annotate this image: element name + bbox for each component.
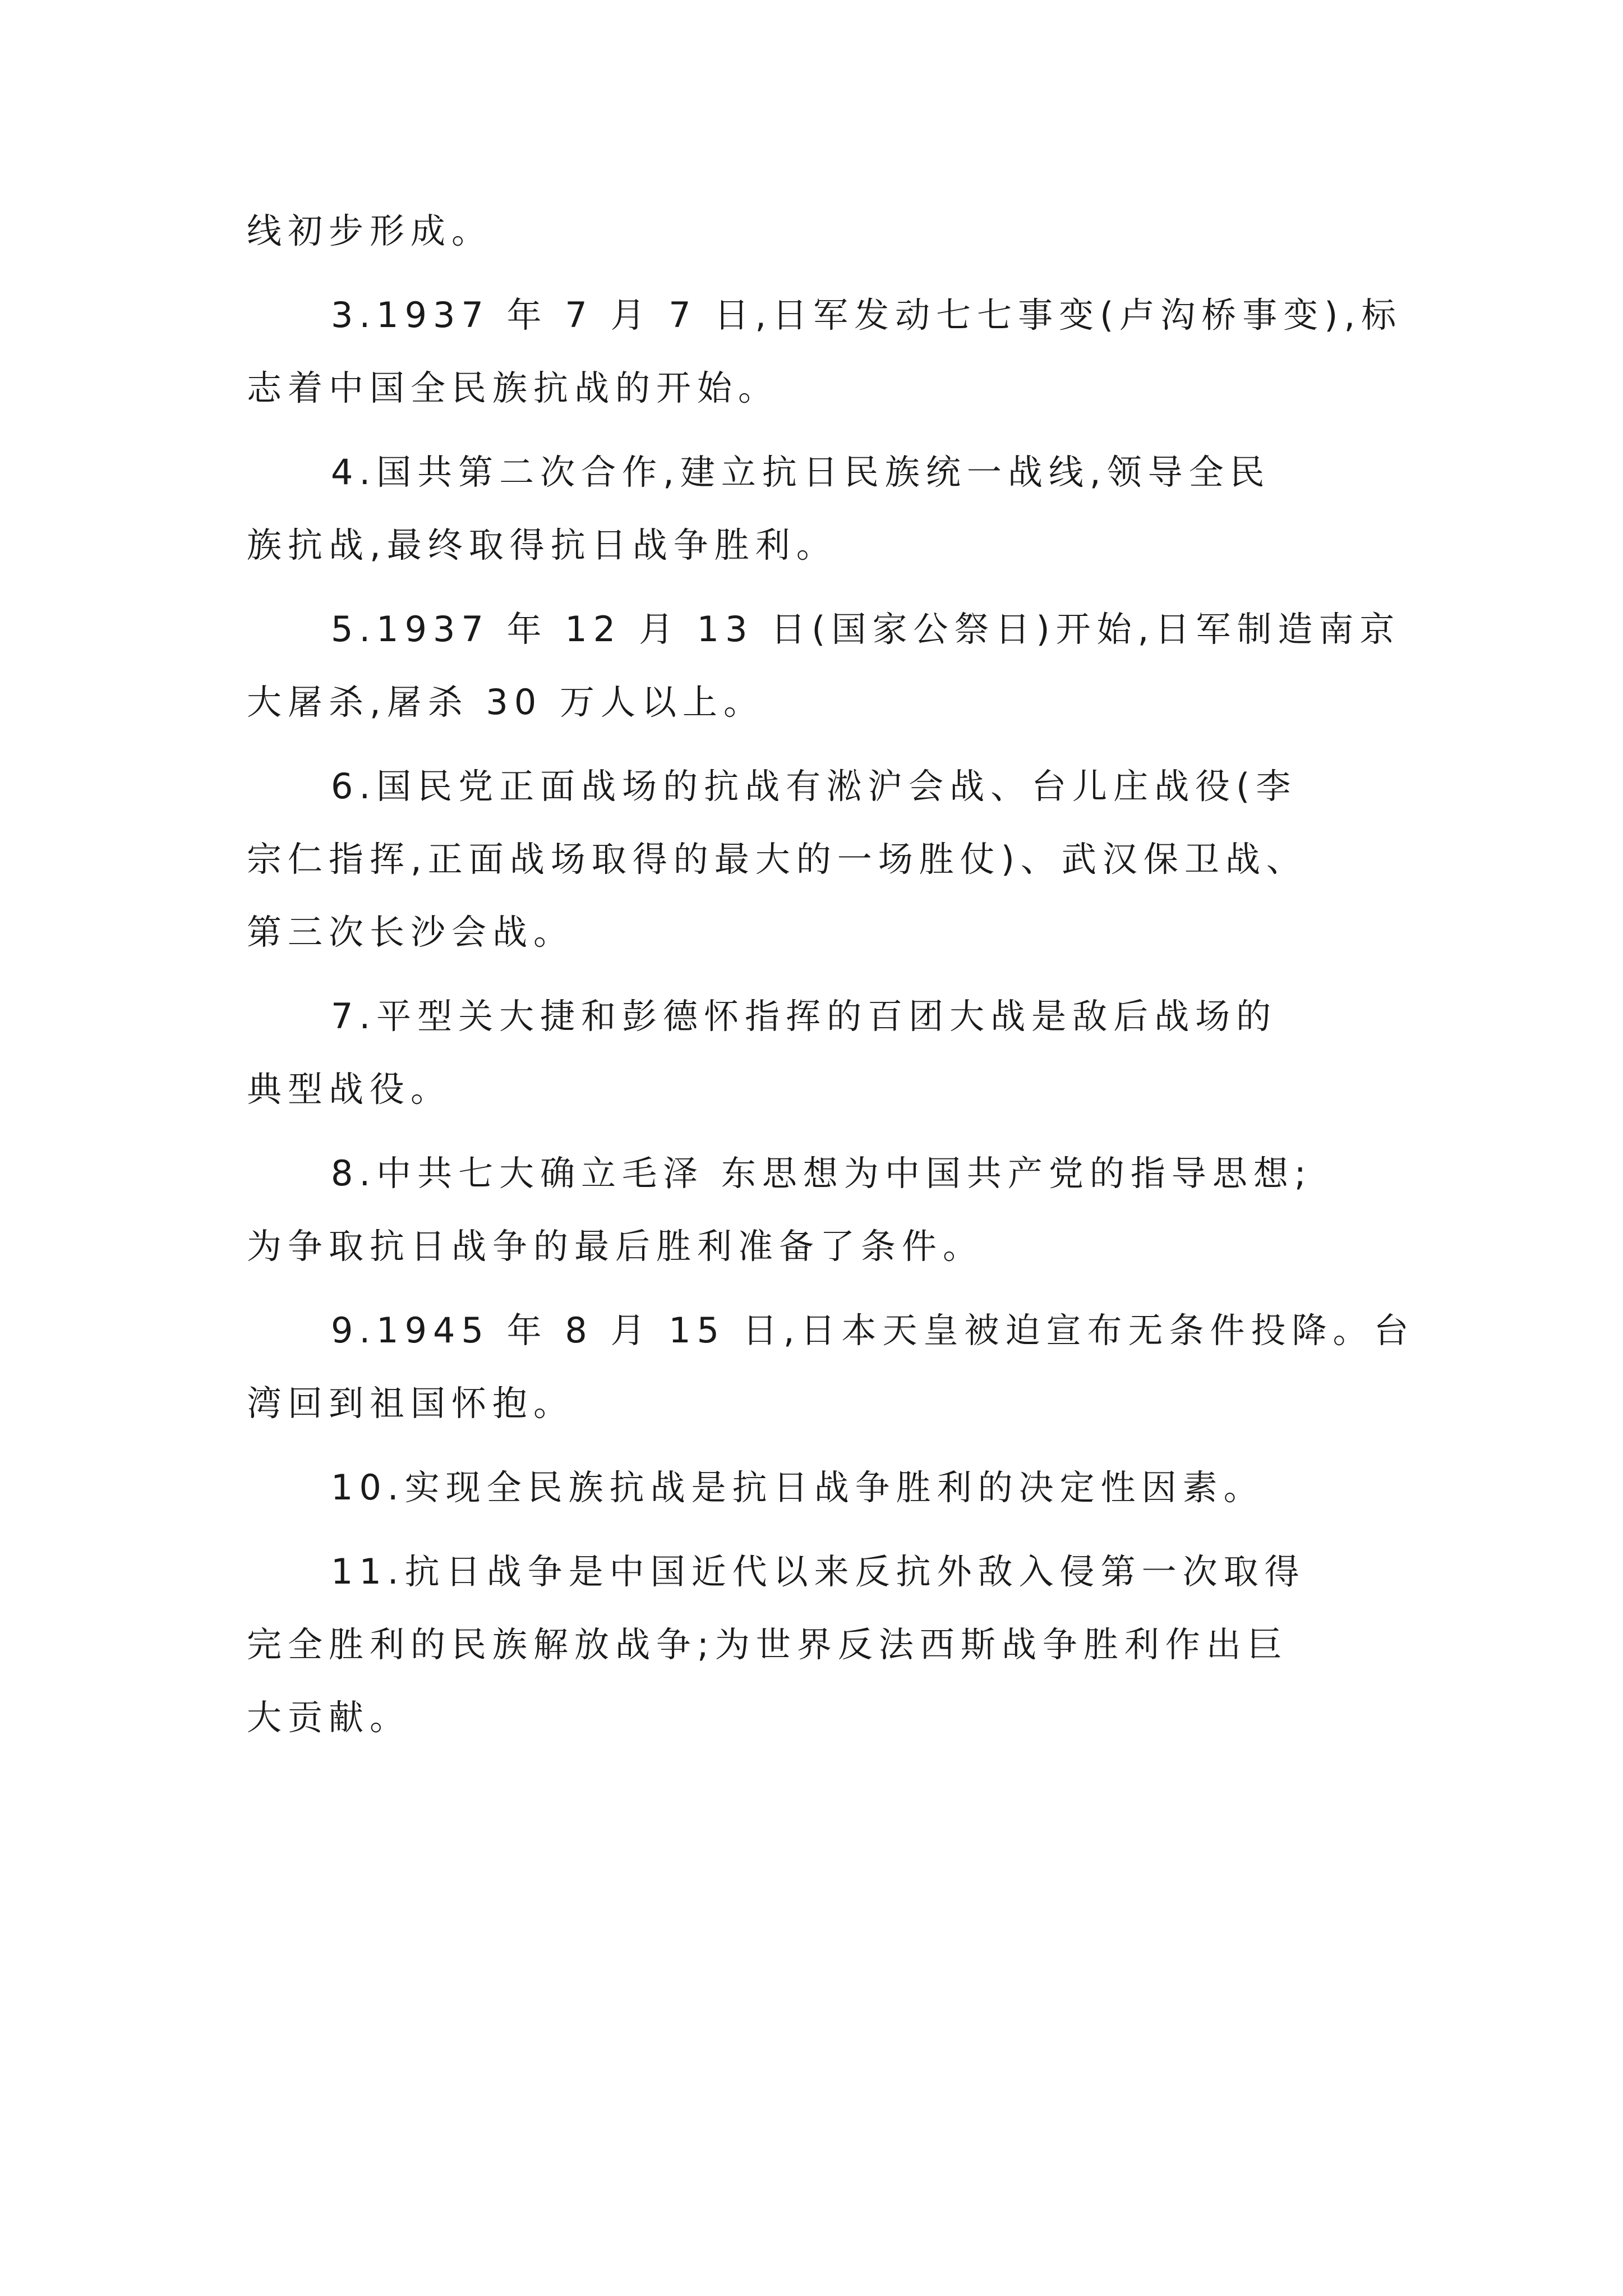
text-line: 9.1945 年 8 月 15 日,日本天皇被迫宣布无条件投降。台 bbox=[331, 1310, 1415, 1351]
text-line: 6.国民党正面战场的抗战有淞沪会战、台儿庄战役(李 bbox=[331, 766, 1297, 807]
text-line: 族抗战,最终取得抗日战争胜利。 bbox=[247, 524, 837, 565]
text-line: 典型战役。 bbox=[247, 1069, 452, 1110]
text-line: 5.1937 年 12 月 13 日(国家公祭日)开始,日军制造南京 bbox=[331, 609, 1401, 650]
text-line: 4.国共第二次合作,建立抗日民族统一战线,领导全民 bbox=[331, 452, 1271, 493]
text-line: 8.中共七大确立毛泽 东思想为中国共产党的指导思想; bbox=[331, 1153, 1312, 1194]
text-line: 线初步形成。 bbox=[247, 210, 493, 251]
text-line: 3.1937 年 7 月 7 日,日军发动七七事变(卢沟桥事变),标 bbox=[331, 295, 1403, 335]
text-line: 第三次长沙会战。 bbox=[247, 912, 575, 953]
text-line: 大贡献。 bbox=[247, 1697, 411, 1738]
text-line: 完全胜利的民族解放战争;为世界反法西斯战争胜利作出巨 bbox=[247, 1624, 1288, 1665]
text-line: 10.实现全民族抗战是抗日战争胜利的决定性因素。 bbox=[331, 1467, 1265, 1508]
text-line: 湾回到祖国怀抱。 bbox=[247, 1383, 575, 1424]
text-line: 7.平型关大捷和彭德怀指挥的百团大战是敌后战场的 bbox=[331, 996, 1278, 1037]
text-line: 11.抗日战争是中国近代以来反抗外敌入侵第一次取得 bbox=[331, 1551, 1306, 1592]
text-line: 志着中国全民族抗战的开始。 bbox=[247, 367, 780, 408]
text-line: 宗仁指挥,正面战场取得的最大的一场胜仗)、武汉保卫战、 bbox=[247, 839, 1307, 880]
text-line: 大屠杀,屠杀 30 万人以上。 bbox=[247, 682, 765, 723]
text-line: 为争取抗日战争的最后胜利准备了条件。 bbox=[247, 1226, 984, 1267]
